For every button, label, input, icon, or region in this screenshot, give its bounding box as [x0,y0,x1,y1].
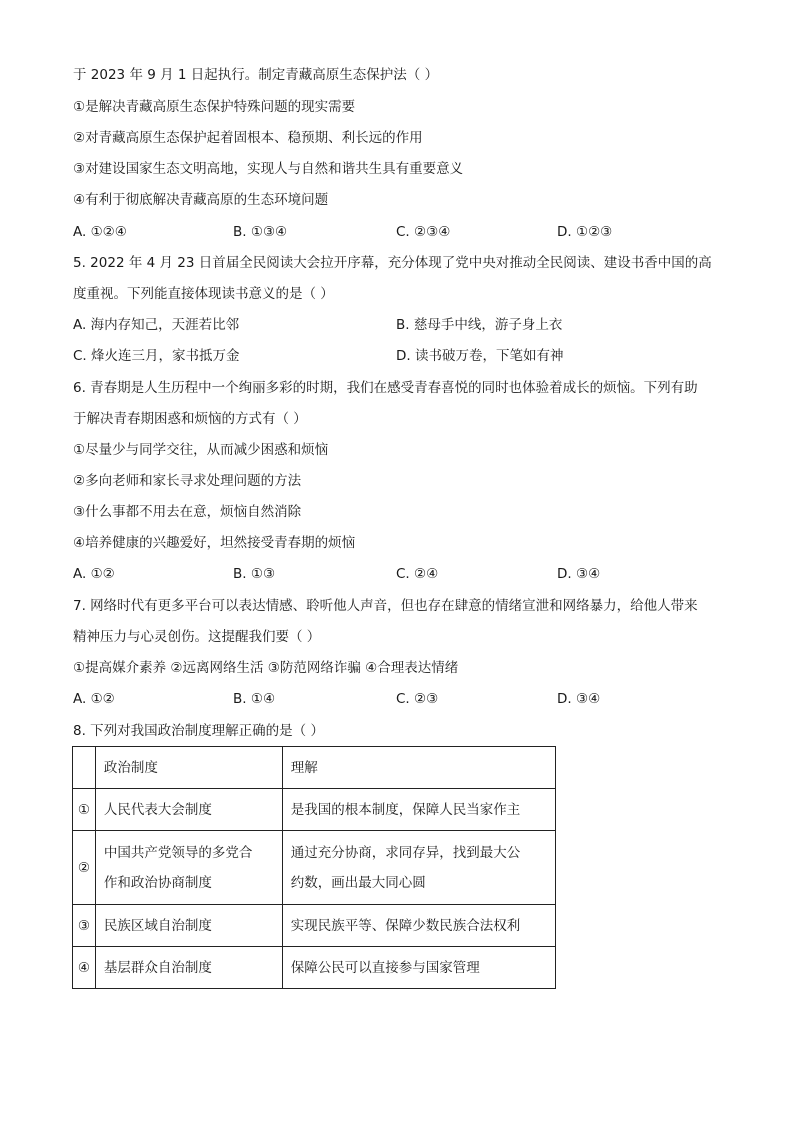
table-header-meaning: 理解 [282,747,555,789]
table-header-system: 政治制度 [95,747,282,789]
row-meaning-line2: 约数，画出最大同心圆 [290,874,426,891]
q6-statement-3: ③什么事都不用去在意，烦恼自然消除 [73,504,302,520]
q6-option-c: C. ②④ [396,566,439,582]
row-meaning: 是我国的根本制度，保障人民当家作主 [282,789,555,831]
q6-option-d: D. ③④ [557,566,601,582]
q4-stem: 于 2023 年 9 月 1 日起执行。制定青藏高原生态保护法（ ） [73,67,439,83]
q6-option-b: B. ①③ [233,566,276,582]
q7-option-d: D. ③④ [557,691,601,707]
q5-option-c: C. 烽火连三月，家书抵万金 [73,348,240,364]
q5-option-d: D. 读书破万卷，下笔如有神 [396,348,564,364]
row-meaning: 保障公民可以直接参与国家管理 [282,947,555,989]
table-row [73,831,556,905]
table-header-row [73,747,556,789]
table-row [73,905,556,947]
q7-option-a: A. ①② [73,691,115,707]
q7-stem-line1: 7. 网络时代有更多平台可以表达情感、聆听他人声音，但也存在肆意的情绪宣泄和网络暴力，给他人带来 [73,598,698,614]
q7-option-b: B. ①④ [233,691,276,707]
q5-option-b: B. 慈母手中线，游子身上衣 [396,317,563,333]
row-system: 基层群众自治制度 [95,947,282,989]
row-number: ② [73,831,96,905]
row-system [95,831,282,905]
q4-option-c: C. ②③④ [396,224,451,240]
row-system-line2: 作和政治协商制度 [103,874,212,891]
row-meaning-line1: 通过充分协商，求同存异，找到最大公 [290,844,521,861]
row-system-line1: 中国共产党领导的多党合 [103,844,253,861]
q6-statement-4: ④培养健康的兴趣爱好，坦然接受青春期的烦恼 [73,535,356,551]
q4-statement-1: ①是解决青藏高原生态保护特殊问题的现实需要 [73,99,356,115]
q4-option-b: B. ①③④ [233,224,288,240]
q4-statement-2: ②对青藏高原生态保护起着固根本、稳预期、利长远的作用 [73,130,423,146]
q5-stem-line2: 度重视。下列能直接体现读书意义的是（ ） [73,286,334,302]
q8-stem: 8. 下列对我国政治制度理解正确的是（ ） [73,723,324,739]
q7-statements: ①提高媒介素养 ②远离网络生活 ③防范网络诈骗 ④合理表达情绪 [73,660,459,676]
row-number: ① [73,789,96,831]
row-meaning: 实现民族平等、保障少数民族合法权利 [282,905,555,947]
table-header-blank [73,747,96,789]
q6-statement-1: ①尽量少与同学交往，从而减少困惑和烦恼 [73,442,329,458]
q4-statement-4: ④有利于彻底解决青藏高原的生态环境问题 [73,192,329,208]
q4-statement-3: ③对建设国家生态文明高地，实现人与自然和谐共生具有重要意义 [73,161,464,177]
q6-option-a: A. ①② [73,566,115,582]
q7-option-c: C. ②③ [396,691,439,707]
q6-statement-2: ②多向老师和家长寻求处理问题的方法 [73,473,302,489]
table-row [73,947,556,989]
row-system: 人民代表大会制度 [95,789,282,831]
q6-stem-line1: 6. 青春期是人生历程中一个绚丽多彩的时期，我们在感受青春喜悦的同时也体验着成长的烦恼。下列有助 [73,380,698,396]
q5-option-a: A. 海内存知己，天涯若比邻 [73,317,240,333]
political-system-table [72,746,556,989]
row-system: 民族区域自治制度 [95,905,282,947]
table-row [73,789,556,831]
q5-stem-line1: 5. 2022 年 4 月 23 日首届全民阅读大会拉开序幕，充分体现了党中央对推动全民阅读、建设书香中国的高 [73,255,712,271]
row-number: ③ [73,905,96,947]
row-meaning [282,831,555,905]
q7-stem-line2: 精神压力与心灵创伤。这提醒我们要（ ） [73,629,321,645]
q6-stem-line2: 于解决青春期困惑和烦恼的方式有（ ） [73,411,307,427]
q4-option-a: A. ①②④ [73,224,127,240]
row-number: ④ [73,947,96,989]
q4-option-d: D. ①②③ [557,224,613,240]
